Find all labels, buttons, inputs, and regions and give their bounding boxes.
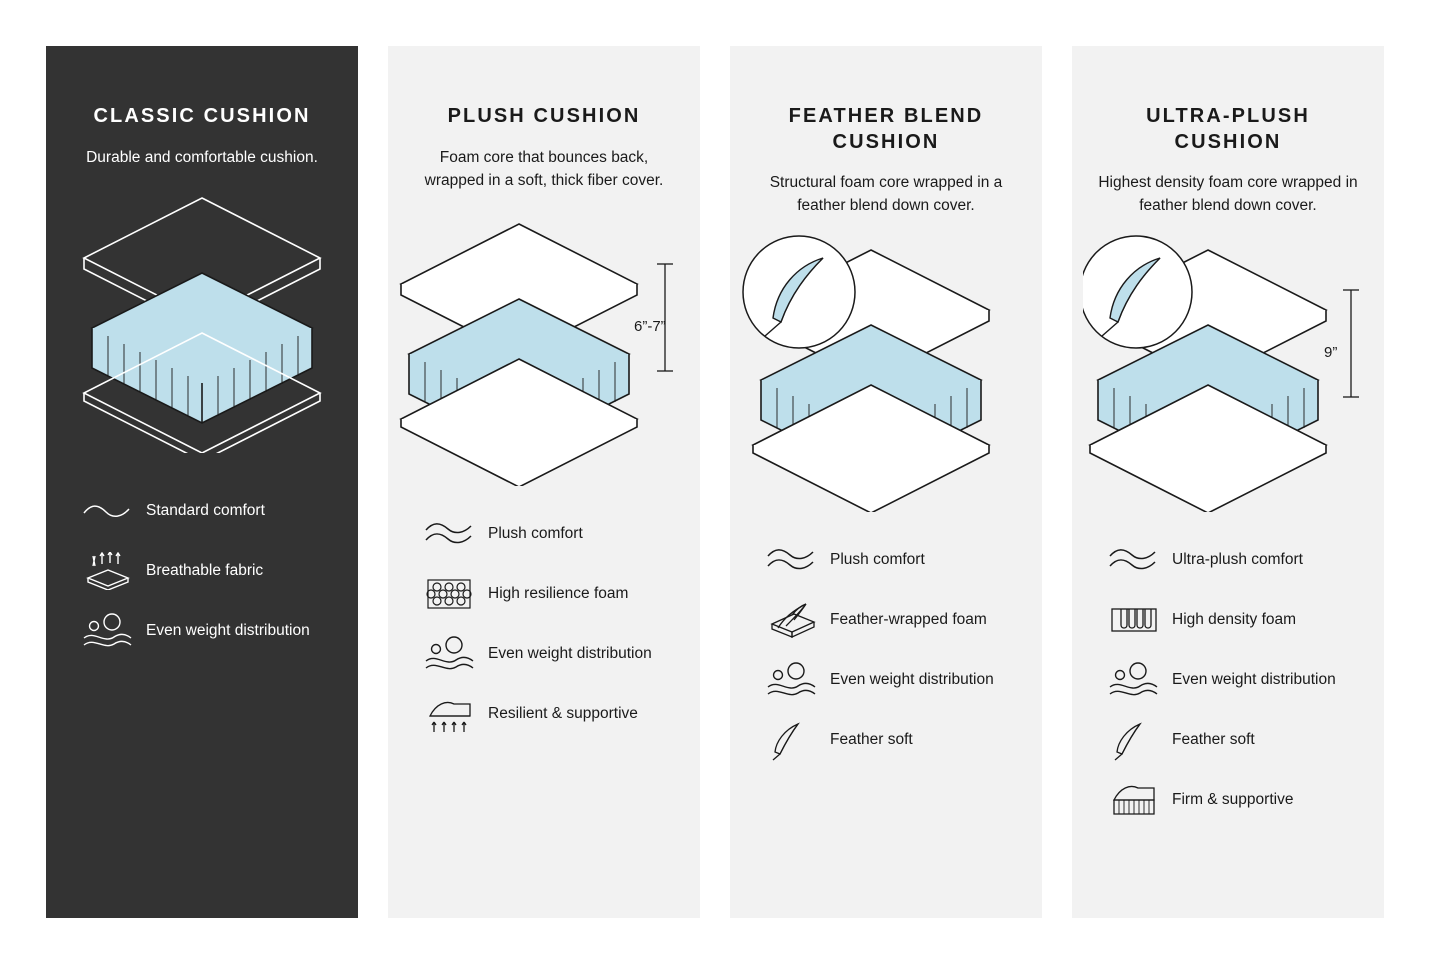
feature-item (424, 512, 678, 556)
feather-badge-icon (743, 236, 855, 348)
feature-label: High resilience foam (488, 585, 629, 603)
card-classic-cushion (46, 46, 358, 918)
dimension-bracket (1343, 290, 1359, 397)
feature-item (424, 692, 678, 736)
card-description: Highest density foam core wrapped in feather blend down cover. (1098, 174, 1358, 215)
feature-list (730, 538, 1042, 762)
card-title: FEATHER BLEND CUSHION (788, 105, 984, 153)
feature-label: Even weight distribution (146, 622, 310, 640)
feature-item (424, 572, 678, 616)
feature-label: Feather soft (1172, 731, 1255, 748)
cushion-exploded-diagram (46, 183, 358, 483)
wave-icon (82, 501, 138, 521)
feather-wrapped-foam-icon (766, 600, 822, 640)
wave-icon (424, 521, 480, 547)
feature-label: Standard comfort (146, 502, 265, 520)
card-description: Structural foam core wrapped in a feather blend down cover. (769, 174, 1003, 215)
feature-item (424, 632, 678, 676)
feature-label: Firm & supportive (1172, 791, 1294, 808)
feature-label: Even weight distribution (830, 671, 994, 688)
feature-item (1108, 658, 1362, 702)
feature-label: Feather soft (830, 731, 913, 748)
feature-item (766, 538, 1020, 582)
feature-item (766, 598, 1020, 642)
card-feather-blend-cushion (730, 46, 1042, 918)
foam-core-layer (92, 273, 312, 423)
card-title: ULTRA-PLUSH CUSHION (1146, 105, 1310, 153)
card-ultra-plush-cushion (1072, 46, 1384, 918)
feature-label: Ultra-plush comfort (1172, 551, 1303, 568)
dimension-label: 6”-7” (634, 318, 666, 336)
feature-label: Plush comfort (830, 551, 925, 568)
weight-distribution-icon (1108, 661, 1164, 699)
breathable-fabric-icon (82, 552, 138, 590)
weight-distribution-icon (82, 612, 138, 650)
card-description: Durable and comfortable cushion. (86, 148, 318, 166)
feature-item (766, 718, 1020, 762)
cushion-exploded-diagram (388, 206, 700, 506)
feature-item (82, 609, 336, 653)
feature-item (82, 549, 336, 593)
card-title: CLASSIC CUSHION (93, 105, 311, 127)
feather-badge-icon (1083, 236, 1192, 348)
feature-label: Even weight distribution (488, 645, 652, 663)
feather-icon (1108, 718, 1164, 762)
feature-label: Plush comfort (488, 525, 583, 543)
feature-label: Resilient & supportive (488, 705, 638, 723)
feature-label: Even weight distribution (1172, 671, 1336, 688)
wave-icon (766, 547, 822, 573)
card-plush-cushion (388, 46, 700, 918)
feature-item (1108, 718, 1362, 762)
feature-item (1108, 538, 1362, 582)
feature-item (1108, 778, 1362, 822)
card-description: Foam core that bounces back, wrapped in a soft, thick fiber cover. (424, 148, 664, 189)
feature-list (388, 512, 700, 736)
feature-label: High density foam (1172, 611, 1297, 628)
feature-item (82, 489, 336, 533)
feature-list (1072, 538, 1384, 822)
cushion-exploded-diagram (730, 232, 1042, 532)
weight-distribution-icon (766, 661, 822, 699)
dimension-label: 9” (1324, 343, 1338, 361)
feature-item (766, 658, 1020, 702)
feather-icon (766, 718, 822, 762)
weight-distribution-icon (424, 635, 480, 673)
cushion-exploded-diagram (1072, 232, 1384, 532)
feature-label: Feather-wrapped foam (830, 611, 987, 628)
feature-label: Breathable fabric (146, 562, 264, 580)
honeycomb-foam-icon (424, 576, 480, 612)
card-title: PLUSH CUSHION (447, 105, 641, 127)
resilient-support-icon (424, 694, 480, 734)
firm-support-icon (1108, 780, 1164, 820)
wave-icon (1108, 547, 1164, 573)
feature-item (1108, 598, 1362, 642)
high-density-foam-icon (1108, 603, 1164, 637)
feature-list (46, 489, 358, 653)
